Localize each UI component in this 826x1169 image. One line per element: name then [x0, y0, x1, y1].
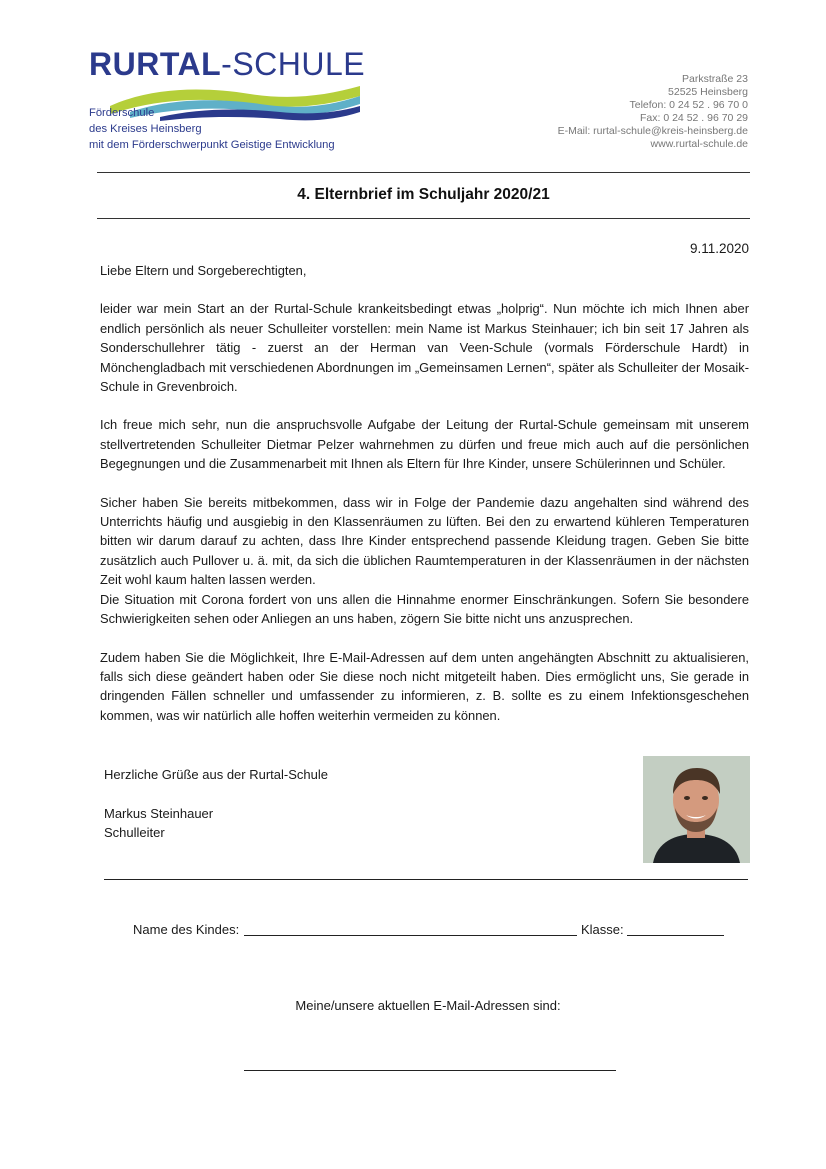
subtitle-line: des Kreises Heinsberg	[89, 123, 202, 135]
subtitle-line: Förderschule	[89, 107, 155, 119]
address-fax: Fax: 0 24 52 . 96 70 29	[640, 111, 748, 124]
salutation: Liebe Eltern und Sorgeberechtigten,	[100, 263, 307, 278]
title-bottom-divider	[97, 218, 750, 219]
address-email: E-Mail: rurtal-schule@kreis-heinsberg.de	[557, 124, 748, 137]
child-name-label: Name des Kindes:	[133, 922, 240, 937]
address-phone: Telefon: 0 24 52 . 96 70 0	[629, 98, 748, 111]
class-field[interactable]	[627, 935, 724, 936]
letter-body	[100, 261, 749, 744]
subtitle-line: mit dem Förderschwerpunkt Geistige Entwicklung	[89, 139, 335, 151]
paragraph: Zudem haben Sie die Möglichkeit, Ihre E-Mail-Adressen auf dem unten angehängten Abschnitt zu aktualisieren, falls sich diese geändert haben oder Sie diese noch nicht mitgeteilt haben. Dies ermöglicht uns, Sie gerade in dringenden Fällen schneller und umfassender zu informieren, z. B. sollte es zu einem Infektionsgeschehen kommen, was wir natürlich alle hoffen weiterhin vermeiden zu können.	[100, 649, 749, 723]
email-prompt: Meine/unsere aktuellen E-Mail-Adressen sind:	[295, 998, 561, 1013]
child-name-field[interactable]	[244, 935, 577, 936]
paragraph: leider war mein Start an der Rurtal-Schule krankeitsbedingt etwas „holprig“. Nun möchte ich mich Ihnen aber endlich persönlich als neuer Schulleiter vorstellen: mein Name ist Markus Steinhauer; ich bin seit 17 Jahren als Sonderschullehrer tätig - zuerst an der Herman van Veen-Schule (vormals Förderschule Hardt) in Mönchengladbach mit verschiedenen Abordnungen im „Gemeinsamen Lernen“, später als Schulleiter der Mosaik-Schule in Grevenbroich.	[100, 301, 749, 395]
letter-date: 9.11.2020	[689, 241, 749, 256]
paragraph: Die Situation mit Corona fordert von uns allen die Hinnahme enormer Einschränkungen. Sofern Sie besondere Schwierigkeiten sehen oder Anliegen an uns haben, zögern Sie bitte nicht uns anzusprechen.	[100, 591, 749, 627]
closing: Herzliche Grüße aus der Rurtal-Schule	[104, 767, 328, 782]
signer-name: Markus Steinhauer	[104, 806, 214, 821]
email-field[interactable]	[244, 1070, 616, 1071]
school-logo-wordmark: RURTAL-SCHULE	[89, 46, 366, 82]
paragraph: Sicher haben Sie bereits mitbekommen, dass wir in Folge der Pandemie dazu angehalten sind während des Unterrichts häufig und ausgiebig in den Klassenräumen zu lüften. Bei den zu erwartend kühleren Temperaturen bitten wir darum darauf zu achten, dass Ihre Kinder entsprechend passende Kleidung tragen. Geben Sie bitte zusätzlich auch Pullover u. ä. mit, da sich die üblichen Raumtemperaturen in der Klassenräumen in der nächsten Zeit wohl kaum halten lassen werden.	[100, 494, 749, 588]
address-website: www.rurtal-schule.de	[650, 137, 748, 150]
class-label: Klasse:	[581, 922, 624, 937]
address-street: Parkstraße 23	[682, 73, 748, 85]
address-city: 52525 Heinsberg	[668, 85, 748, 98]
paragraph: Ich freue mich sehr, nun die anspruchsvolle Aufgabe der Leitung der Rurtal-Schule gemeinsam mit unserem stellvertretenden Schulleiter Dietmar Pelzer wahrnehmen zu dürfen und freue mich auch auf die persönlichen Begegnungen und die Zusammenarbeit mit Ihnen als Eltern für Ihre Kinder, unsere Schülerinnen und Schüler.	[100, 417, 749, 472]
portrait-illustration	[643, 756, 750, 863]
address-block	[558, 73, 748, 150]
school-subtitle	[89, 105, 335, 153]
signer-role: Schulleiter	[104, 825, 165, 840]
cut-line	[104, 879, 748, 880]
principal-photo	[643, 756, 750, 863]
letter-title: 4. Elternbrief im Schuljahr 2020/21	[297, 186, 550, 203]
title-top-divider	[97, 172, 750, 173]
